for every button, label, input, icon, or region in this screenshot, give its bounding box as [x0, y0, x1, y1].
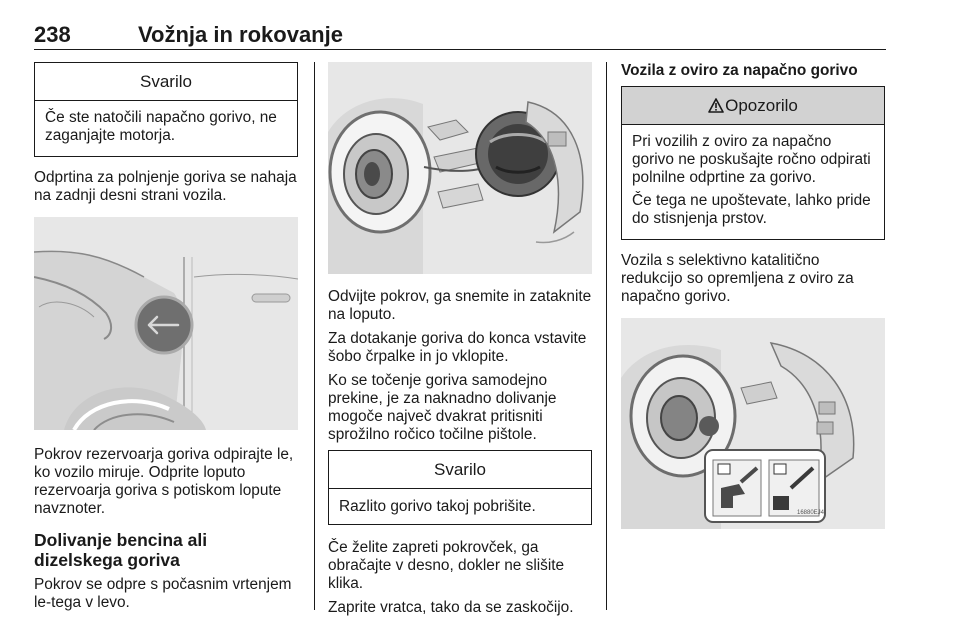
warning-text-2: Če tega ne upoštevate, lahko pride do stisnjenja prstov. [632, 192, 871, 227]
scr-vehicles-text: Vozila s selektivno katalitično redukcijo so opremljena z oviro za napačno gorivo. [621, 252, 854, 305]
page-number: 238 [34, 22, 71, 47]
warning-box [621, 86, 885, 240]
warning-text-1: Pri vozilih z oviro za napačno gorivo ne poskušajte ročno odpirati polnilne odprtine za gorivo. [632, 133, 871, 186]
insert-nozzle-text: Za dotakanje goriva do konca vstavite šobo črpalke in jo vklopite. [328, 330, 587, 365]
caution-box [328, 450, 592, 525]
caution-box-title: Svarilo [35, 63, 297, 101]
figure-code: 16880EJ4 [797, 510, 825, 516]
column-divider [606, 62, 607, 610]
close-cap-text: Če želite zapreti pokrovček, ga obračajte v desno, dokler ne slišite klika. [328, 539, 565, 592]
fuel-cap-illustration [328, 62, 592, 274]
misfuel-inhibitor-illustration [621, 318, 885, 529]
page-header [34, 20, 886, 50]
column-middle [328, 62, 592, 623]
open-door-text: Pokrov rezervoarja goriva odpirajte le, ko vozilo miruje. Odprite loputo rezervoarja goriva s potiskom lopute navznoter. [34, 446, 294, 517]
caution-box-text: Razlito gorivo takoj pobrišite. [339, 498, 536, 515]
fuel-door-location-illustration [34, 217, 298, 430]
misfuel-heading: Vozila z oviro za napačno gorivo [621, 62, 858, 79]
warning-box-header [622, 87, 884, 125]
auto-stop-text: Ko se točenje goriva samodejno prekine, je za naknadno dolivanje mogoče največ dvakrat pritisniti sprožilno ročico točilne pištole. [328, 372, 557, 443]
intro-text: Odprtina za polnjenje goriva se nahaja na zadnji desni strani vozila. [34, 169, 297, 204]
column-right [621, 62, 885, 529]
column-divider [314, 62, 315, 610]
chapter-title: Vožnja in rokovanje [138, 22, 343, 47]
warning-triangle-icon [708, 98, 724, 113]
unscrew-cap-text: Odvijte pokrov, ga snemite in zataknite na loputo. [328, 288, 592, 323]
column-left [34, 62, 298, 618]
caution-box-title: Svarilo [329, 451, 591, 489]
section-heading: Dolivanje bencina ali dizelskega goriva [34, 530, 208, 570]
close-door-text: Zaprite vratca, tako da se zaskočijo. [328, 599, 574, 616]
section-text: Pokrov se odpre s počasnim vrtenjem le-tega v levo. [34, 576, 292, 611]
caution-box [34, 62, 298, 157]
caution-box-text: Če ste natočili napačno gorivo, ne zaganjajte motorja. [45, 109, 277, 144]
warning-box-title: Opozorilo [725, 96, 798, 115]
